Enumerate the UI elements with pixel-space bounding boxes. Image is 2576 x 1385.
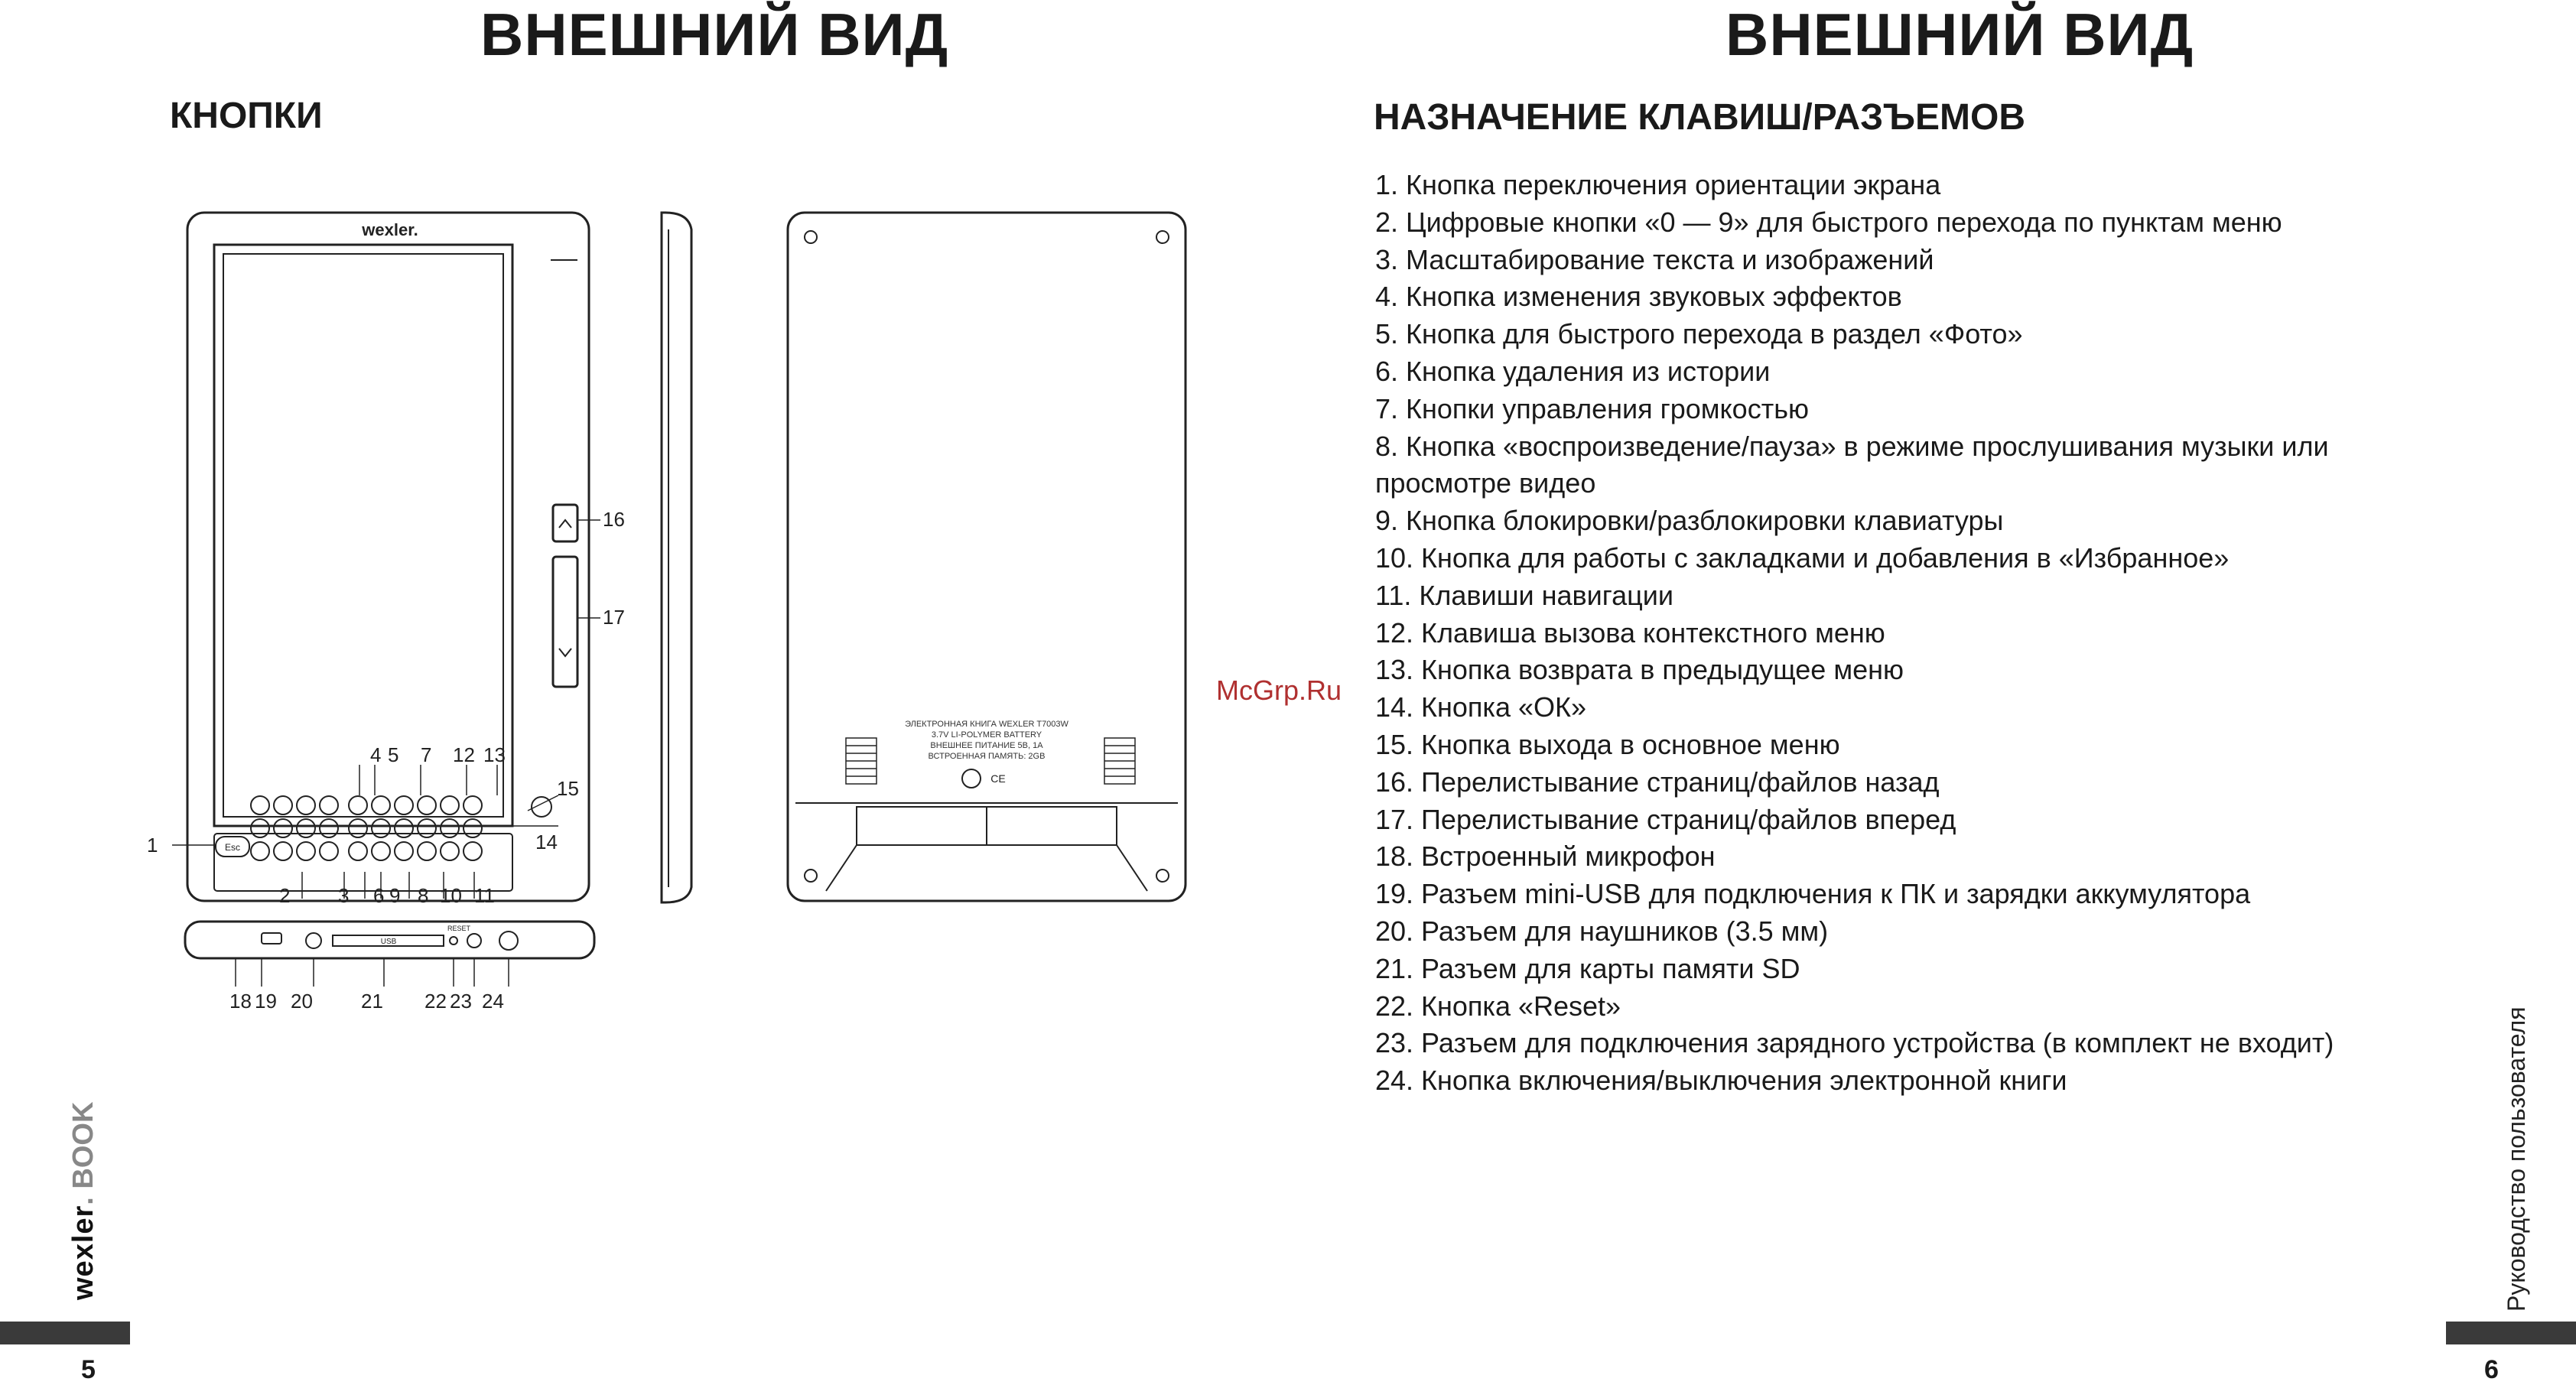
list-item: 13. Кнопка возврата в предыдущее меню: [1375, 654, 1904, 686]
list-item: 4. Кнопка изменения звуковых эффектов: [1375, 281, 1902, 313]
left-page-number: 5: [81, 1355, 96, 1384]
callout-14: 14: [535, 831, 558, 853]
front-logo: wexler.: [362, 220, 418, 239]
list-item: 23. Разъем для подключения зарядного устройства (в комплект не входит): [1375, 1027, 2334, 1059]
list-item: 24. Кнопка включения/выключения электронной книги: [1375, 1065, 2067, 1097]
callout-12: 12: [453, 743, 475, 766]
callout-19: 19: [255, 990, 277, 1013]
callout-11: 11: [474, 884, 495, 907]
callout-2: 2: [279, 884, 291, 907]
list-item: 18. Встроенный микрофон: [1375, 840, 1716, 873]
callout-21: 21: [361, 990, 383, 1013]
list-item: 9. Кнопка блокировки/разблокировки клавиатуры: [1375, 505, 2004, 537]
list-item: 19. Разъем mini-USB для подключения к ПК и зарядки аккумулятора: [1375, 878, 2251, 910]
back-label-3: ВНЕШНЕЕ ПИТАНИЕ 5В, 1А: [930, 741, 1043, 750]
right-page-number: 6: [2484, 1355, 2499, 1384]
user-guide-label: Руководство пользователя: [2503, 1006, 2530, 1312]
callout-22: 22: [424, 990, 447, 1013]
keypad-buttons: [251, 796, 551, 860]
list-item: 1. Кнопка переключения ориентации экрана: [1375, 169, 1941, 200]
reset-label: RESET: [447, 925, 471, 932]
list-item: 6. Кнопка удаления из истории: [1375, 355, 1771, 387]
right-page-title: ВНЕШНИЙ ВИД: [1725, 1, 2194, 68]
key-description-list: [1375, 167, 2415, 1100]
left-section-title: КНОПКИ: [170, 96, 323, 136]
back-label-4: ВСТРОЕННАЯ ПАМЯТЬ: 2GB: [928, 752, 1046, 761]
left-page-title: ВНЕШНИЙ ВИД: [480, 1, 949, 68]
list-item: 11. Клавиши навигации: [1375, 579, 1673, 611]
device-diagram-svg: [147, 199, 1224, 1013]
callout-5: 5: [388, 743, 399, 766]
callout-10: 10: [440, 884, 462, 907]
callout-4: 4: [370, 743, 382, 766]
usb-label: USB: [380, 938, 397, 946]
callout-6: 6: [373, 884, 385, 907]
callout-23: 23: [450, 990, 472, 1013]
front-screen: [223, 254, 503, 817]
back-body: [788, 213, 1186, 901]
list-item: 20. Разъем для наушников (3.5 мм): [1375, 915, 1829, 947]
list-item: 14. Кнопка «ОК»: [1375, 691, 1586, 723]
back-label-2: 3.7V LI-POLYMER BATTERY: [931, 730, 1042, 740]
callout-17: 17: [603, 606, 625, 629]
list-item: 12. Клавиша вызова контекстного меню: [1375, 616, 1885, 649]
ce-mark: CE: [990, 772, 1006, 785]
list-item: 7. Кнопки управления громкостью: [1375, 392, 1809, 424]
right-section-title: НАЗНАЧЕНИЕ КЛАВИШ/РАЗЪЕМОВ: [1374, 97, 2025, 138]
next-page-button: [553, 557, 577, 687]
speaker-grille-right: [1104, 738, 1135, 784]
callout-20: 20: [291, 990, 313, 1013]
prev-page-button: [553, 505, 577, 541]
speaker-grille-left: [846, 738, 877, 784]
list-item: 3. Масштабирование текста и изображений: [1375, 243, 1934, 275]
device-diagram: [147, 199, 1224, 1013]
list-item: 17. Перелистывание страниц/файлов вперед: [1375, 803, 1956, 835]
list-item: 21. Разъем для карты памяти SD: [1375, 952, 1800, 984]
side-view: [662, 213, 691, 902]
callout-13: 13: [483, 743, 506, 766]
brand-vertical: [67, 1102, 100, 1300]
right-footer-bar: [2446, 1322, 2576, 1344]
watermark: McGrp.Ru: [1216, 675, 1342, 706]
left-footer-bar: [0, 1322, 130, 1344]
esc-label: Esc: [224, 842, 241, 853]
list-item: 10. Кнопка для работы с закладками и добавления в «Избранное»: [1375, 541, 2230, 574]
callout-9: 9: [389, 884, 401, 907]
callout-3: 3: [338, 884, 350, 907]
front-bezel: [214, 245, 512, 826]
callout-8: 8: [418, 884, 429, 907]
back-label-1: ЭЛЕКТРОННАЯ КНИГА WEXLER T7003W: [905, 720, 1068, 729]
callout-15: 15: [557, 777, 579, 800]
callout-1: 1: [147, 834, 158, 857]
callout-24: 24: [482, 990, 504, 1013]
list-item: 22. Кнопка «Reset»: [1375, 990, 1621, 1022]
list-item: 2. Цифровые кнопки «0 — 9» для быстрого перехода по пунктам меню: [1375, 206, 2282, 238]
brand-logo: wexler: [67, 1205, 99, 1300]
callout-7: 7: [421, 743, 432, 766]
list-item: 5. Кнопка для быстрого перехода в раздел «Фото»: [1375, 318, 2023, 350]
list-item: 8. Кнопка «воспроизведение/пауза» в режиме прослушивания музыки или просмотре видео: [1375, 430, 2329, 499]
brand-book-suffix: . BOOK: [67, 1101, 99, 1205]
callout-16: 16: [603, 508, 625, 531]
front-body: [187, 213, 589, 901]
list-item: 15. Кнопка выхода в основное меню: [1375, 728, 1840, 760]
callout-18: 18: [229, 990, 252, 1013]
list-item: 16. Перелистывание страниц/файлов назад: [1375, 766, 1940, 798]
